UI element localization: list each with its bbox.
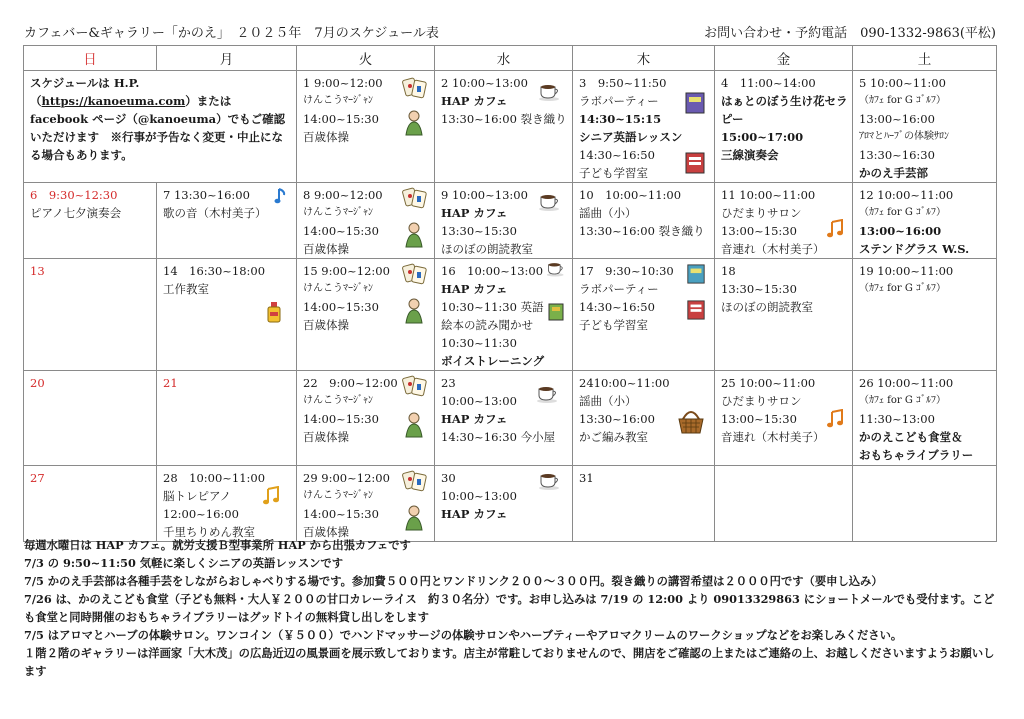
event-time: 22 9:00~12:00 (303, 376, 398, 390)
day-cell-jul18 (715, 259, 853, 371)
day-cell-jul20 (24, 371, 157, 466)
footnote-line: 7/3 の 9:50~11:50 気軽に楽しくシニアの英語レッスンです (24, 556, 344, 570)
week-row (24, 183, 997, 259)
notice-suffix: ） (185, 94, 197, 108)
event-time: 13:00~16:00 (859, 224, 942, 238)
event-time: 13:30~16:00 裂き織り (441, 112, 567, 126)
event-time: 3 9:50~11:50 (579, 76, 667, 90)
event-time: 13:00~15:30 (721, 412, 797, 426)
week-row (24, 71, 997, 183)
event-time: 5 10:00~11:00 (859, 76, 946, 90)
day-cell-jul15 (297, 259, 435, 371)
event-title: 千里ちりめん教室 (163, 525, 255, 539)
event-time: 14 16:30~18:00 (163, 264, 266, 278)
day-cell-jul31 (573, 466, 715, 542)
day-cell-jul3 (573, 71, 715, 183)
coffee-cup-icon (538, 83, 562, 101)
event-time: 14:00~15:30 (303, 224, 379, 238)
empty-cell (853, 466, 997, 542)
event-title: 音連れ（木村美子） (721, 430, 825, 444)
event-title: ボイストレーニング (441, 354, 545, 368)
event-title: 百歳体操 (303, 130, 349, 144)
footnotes (24, 536, 1000, 680)
event-title: 音連れ（木村美子） (721, 242, 825, 256)
contact-info: お問い合わせ・予約電話 090-1332-9863(平松) (704, 26, 996, 41)
event-time: 11 10:00~11:00 (721, 188, 816, 202)
event-time: 10 10:00~11:00 (579, 188, 682, 202)
event-time: 14:30~16:30 今小屋 (441, 430, 556, 444)
event-time: 14:00~15:30 (303, 300, 379, 314)
day-number: 31 (579, 471, 594, 485)
event-time: 1 9:00~12:00 (303, 76, 383, 90)
day-number: 18 (721, 264, 736, 278)
event-title: おもちゃライブラリー (859, 448, 974, 462)
day-cell-jul17 (573, 259, 715, 371)
notice-rest: または facebook ページ（@kanoeuma）でもご確認いただけます ※行事が予告なく変更・中止になる場合もあります。 (30, 94, 286, 162)
event-time: 14:30~15:15 (579, 112, 662, 126)
website-link[interactable]: https://kanoeuma.com (41, 94, 186, 108)
weekday-tue: 火 (297, 46, 435, 71)
week-row (24, 259, 997, 371)
event-title: HAP カフェ (441, 206, 508, 220)
week-row (24, 371, 997, 466)
weekday-header-row (24, 46, 997, 71)
day-cell-jul26 (853, 371, 997, 466)
event-time: 14:30~16:50 (579, 148, 655, 162)
day-cell-jul27 (24, 466, 157, 542)
music-note-icon (262, 486, 282, 506)
event-title: HAP カフェ (441, 412, 508, 426)
event-time: 13:30~16:30 (859, 148, 935, 162)
day-number: 27 (30, 471, 45, 485)
event-title: 百歳体操 (303, 242, 349, 256)
event-time: 15:00~17:00 (721, 130, 804, 144)
event-time: 13:00~15:30 (721, 224, 797, 238)
event-title: 謡曲（小） (579, 206, 637, 220)
event-time: 13:00~16:00 (859, 112, 935, 126)
day-cell-jul8 (297, 183, 435, 259)
book-icon (684, 91, 706, 115)
day-cell-jul22 (297, 371, 435, 466)
coffee-cup-icon (546, 261, 566, 277)
event-title: かご編み教室 (579, 430, 648, 444)
event-title: 謡曲（小） (579, 394, 637, 408)
page-title: カフェバー&ギャラリー「かのえ」 ２０２５年 7月のスケジュール表 (24, 26, 439, 41)
event-title: はぁとのぼう生け花セラピー (721, 94, 848, 126)
day-cell-jul14 (157, 259, 297, 371)
event-title: ラボパーティー (579, 282, 659, 296)
event-title: かのえ手芸部 (859, 166, 928, 180)
day-cell-jul10 (573, 183, 715, 259)
mahjong-tiles-icon (402, 185, 428, 215)
weekday-sat: 土 (853, 46, 997, 71)
book-icon (686, 299, 706, 321)
event-title: 歌の音（木村美子） (163, 206, 267, 220)
event-time: 26 10:00~11:00 (859, 376, 954, 390)
day-cell-jul7 (157, 183, 297, 259)
day-cell-jul21 (157, 371, 297, 466)
event-title: （ｶﾌｪ for G ｺﾞﾙﾌ） (859, 283, 947, 294)
event-time: 25 10:00~11:00 (721, 376, 816, 390)
notice-prefix: スケジュールは H.P.（ (30, 76, 140, 108)
event-time: 13:30~16:00 (579, 412, 655, 426)
event-time: 16 10:00~13:00 (441, 264, 544, 278)
event-time: 19 10:00~11:00 (859, 264, 954, 278)
event-time: 10:00~13:00 (441, 489, 517, 503)
event-title: ほのぼの朗読教室 (441, 242, 533, 256)
weekday-mon: 月 (157, 46, 297, 71)
event-time: 7 13:30~16:00 (163, 188, 250, 202)
event-time: 9 10:00~13:00 (441, 188, 528, 202)
mahjong-tiles-icon (402, 75, 428, 105)
mahjong-tiles-icon (402, 373, 428, 403)
event-title: かのえこども食堂＆ (859, 430, 963, 444)
elderly-exercise-icon (402, 109, 426, 137)
event-time-text: 6 9:30~12:30 (30, 188, 118, 202)
event-title: 絵本の読み聞かせ (441, 318, 533, 332)
day-cell-jul6 (24, 183, 157, 259)
weekday-sun: 日 (24, 46, 157, 71)
day-cell-jul24 (573, 371, 715, 466)
event-title: 子ども学習室 (579, 318, 648, 332)
elderly-exercise-icon (402, 504, 426, 532)
header (24, 22, 996, 42)
event-title: 子ども学習室 (579, 166, 648, 180)
elderly-exercise-icon (402, 221, 426, 249)
event-time: 4 11:00~14:00 (721, 76, 816, 90)
event-title: ひだまりサロン (721, 206, 802, 220)
day-cell-jul30 (435, 466, 573, 542)
event-title: けんこうﾏｰｼﾞｬﾝ (303, 395, 373, 406)
day-cell-jul11 (715, 183, 853, 259)
event-time: 14:00~15:30 (303, 507, 379, 521)
event-time: 28 10:00~11:00 (163, 471, 266, 485)
event-title: けんこうﾏｰｼﾞｬﾝ (303, 283, 373, 294)
notice-cell (24, 71, 297, 183)
footnote-line: 毎週水曜日は HAP カフェ。就労支援Ｂ型事業所 HAP から出張カフェです (24, 538, 411, 552)
elderly-exercise-icon (402, 411, 426, 439)
event-time: 10:00~13:00 (441, 394, 517, 408)
event-time: 12:00~16:00 (163, 507, 239, 521)
weekday-thu: 木 (573, 46, 715, 71)
day-number: 20 (30, 376, 45, 390)
notice-text (30, 74, 292, 164)
day-number: 23 (441, 376, 456, 390)
elderly-exercise-icon (402, 297, 426, 325)
empty-cell (715, 466, 853, 542)
day-cell-jul23 (435, 371, 573, 466)
event-time: 11:30~13:00 (859, 412, 935, 426)
event-title: 三線演奏会 (721, 148, 779, 162)
weekday-wed: 水 (435, 46, 573, 71)
event-title: ほのぼの朗読教室 (721, 300, 813, 314)
calendar-table (23, 45, 997, 542)
mahjong-tiles-icon (402, 468, 428, 498)
day-number: 30 (441, 471, 456, 485)
coffee-cup-icon (536, 385, 560, 403)
coffee-cup-icon (538, 193, 562, 211)
event-time (30, 186, 152, 204)
event-time: 13:30~16:00 裂き織り (579, 224, 705, 238)
book-icon (548, 303, 564, 321)
event-title: 百歳体操 (303, 430, 349, 444)
day-cell-jul2 (435, 71, 573, 183)
event-title: けんこうﾏｰｼﾞｬﾝ (303, 207, 373, 218)
event-time: 14:00~15:30 (303, 412, 379, 426)
music-note-icon (826, 409, 846, 429)
event-time: 2410:00~11:00 (579, 376, 670, 390)
glue-bottle-icon (266, 301, 282, 323)
event-title: けんこうﾏｰｼﾞｬﾝ (303, 95, 373, 106)
event-title: 百歳体操 (303, 525, 349, 539)
day-cell-jul28 (157, 466, 297, 542)
day-number: 13 (30, 264, 45, 278)
event-title: HAP カフェ (441, 507, 508, 521)
event-time: 12 10:00~11:00 (859, 188, 954, 202)
coffee-cup-icon (538, 472, 562, 490)
day-cell-jul12 (853, 183, 997, 259)
event-time: 14:30~16:50 (579, 300, 655, 314)
day-cell-jul1 (297, 71, 435, 183)
day-cell-jul16 (435, 259, 573, 371)
weekday-fri: 金 (715, 46, 853, 71)
event-title: （ｶﾌｪ for G ｺﾞﾙﾌ） (859, 95, 947, 106)
event-time: 14:00~15:30 (303, 112, 379, 126)
event-title: ステンドグラス W.S. (859, 242, 970, 256)
day-cell-jul13 (24, 259, 157, 371)
event-title: 脳トレピアノ (163, 489, 232, 503)
basket-icon (676, 407, 706, 435)
event-title: （ｶﾌｪ for G ｺﾞﾙﾌ） (859, 207, 947, 218)
event-time: 15 9:00~12:00 (303, 264, 390, 278)
event-time: 10:30~11:30 英語 (441, 300, 544, 314)
event-title: （ｶﾌｪ for G ｺﾞﾙﾌ） (859, 395, 947, 406)
day-cell-jul25 (715, 371, 853, 466)
event-time: 13:30~15:30 (721, 282, 797, 296)
event-title: けんこうﾏｰｼﾞｬﾝ (303, 490, 373, 501)
book-icon (684, 151, 706, 175)
mahjong-tiles-icon (402, 261, 428, 291)
event-time: 13:30~15:30 (441, 224, 517, 238)
day-cell-jul5 (853, 71, 997, 183)
day-cell-jul19 (853, 259, 997, 371)
day-cell-jul9 (435, 183, 573, 259)
event-title: HAP カフェ (441, 282, 508, 296)
footnote-line: １階２階のギャラリーは洋画家「大木茂」の広島近辺の風景画を展示致しております。店主が常駐しておりませんので、開店をご確認の上またはご連絡の上、お越しくださいますようお願いします (24, 646, 995, 678)
event-time: 8 9:00~12:00 (303, 188, 383, 202)
book-icon (686, 263, 706, 285)
event-title: ピアノ七夕演奏会 (30, 206, 122, 220)
event-title: 工作教室 (163, 282, 209, 296)
event-time: 17 9:30~10:30 (579, 264, 674, 278)
footnote-line: 7/5 かのえ手芸部は各種手芸をしながらおしゃべりする場です。参加費５００円とワンドリンク２００～３００円。裂き織りの講習希望は２０００円です（要申し込み） (24, 574, 883, 588)
event-time: 2 10:00~13:00 (441, 76, 528, 90)
footnote-line: 7/5 はアロマとハーブの体験サロン。ワンコイン（￥５００）でハンドマッサージの体験サロンやハーブティーやアロマクリームのワークショップなどをお楽しみください。 (24, 628, 903, 642)
event-title: ひだまりサロン (721, 394, 802, 408)
music-note-icon (274, 187, 288, 205)
event-time: 10:30~11:30 (441, 336, 517, 350)
music-note-icon (826, 219, 846, 239)
day-number: 21 (163, 376, 178, 390)
event-title: ラボパーティー (579, 94, 659, 108)
day-cell-jul4 (715, 71, 853, 183)
event-title: ｱﾛﾏとﾊｰﾌﾞの体験ｻﾛﾝ (859, 131, 949, 142)
event-time: 29 9:00~12:00 (303, 471, 390, 485)
footnote-line: 7/26 は、かのえこども食堂（子ども無料・大人￥２００の甘口カレーライス 約３０名分）です。お申し込みは 7/19 の 12:00 より 09013329863 にショートメールでも受付ます。こども食堂と同時開催のおもちゃライブラリーはグッドトイの無料貸し出しをします (24, 592, 995, 624)
event-title: HAP カフェ (441, 94, 508, 108)
day-cell-jul29 (297, 466, 435, 542)
event-title: シニア英語レッスン (579, 130, 683, 144)
week-row (24, 466, 997, 542)
event-title: 百歳体操 (303, 318, 349, 332)
